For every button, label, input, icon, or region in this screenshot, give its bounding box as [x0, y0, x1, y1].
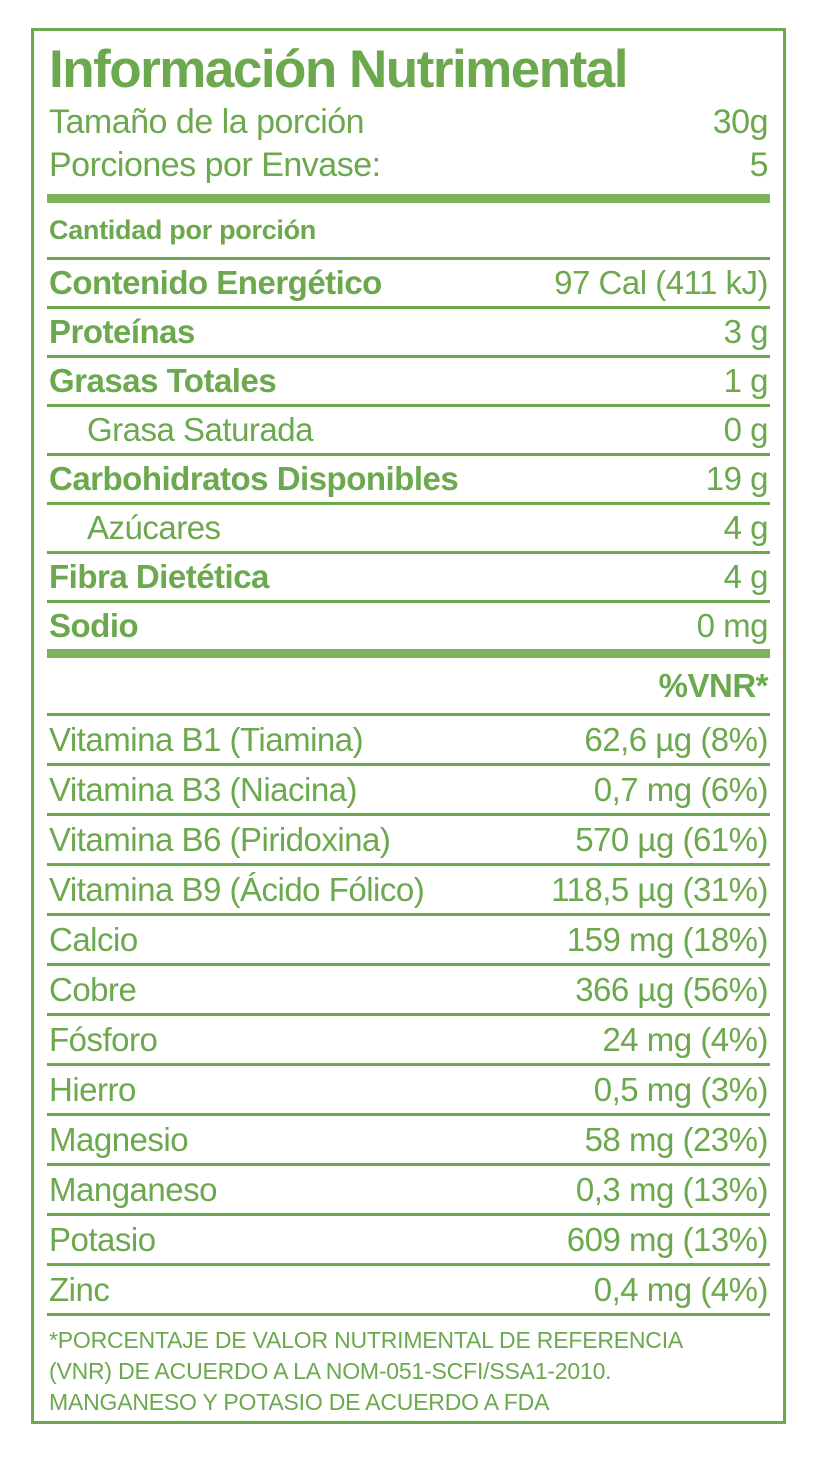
serving-size-value: 30g	[712, 103, 768, 141]
footnote-line: (VNR) DE ACUERDO A LA NOM-051-SCFI/SSA1-2010.	[49, 1358, 612, 1384]
nutrient-label: Sodio	[49, 607, 139, 644]
micronutrient-value: 118,5 µg (31%)	[551, 870, 768, 908]
servings-per-container-row	[47, 144, 770, 187]
micronutrient-value: 62,6 µg (8%)	[584, 720, 768, 758]
micronutrient-label: Potasio	[49, 1220, 156, 1258]
nutrient-label: Grasas Totales	[49, 362, 277, 399]
nutrient-label: Fibra Dietética	[49, 558, 269, 595]
footnote-line: MANGANESO Y POTASIO DE ACUERDO A FDA	[49, 1389, 550, 1415]
micronutrient-value: 0,5 mg (3%)	[593, 1070, 768, 1108]
nutrient-value: 4 g	[723, 558, 768, 595]
section-divider-bar	[47, 194, 770, 203]
micronutrient-row-phosphorus	[47, 1013, 770, 1063]
micronutrient-value: 0,4 mg (4%)	[593, 1270, 768, 1308]
amount-per-serving-header: Cantidad por porción	[49, 214, 316, 245]
nutrient-value: 0 mg	[696, 607, 768, 644]
servings-per-container-value: 5	[749, 146, 768, 184]
main-nutrients-table	[47, 257, 770, 649]
micronutrient-value: 58 mg (23%)	[584, 1120, 768, 1158]
micronutrient-row-vitamin-b1	[47, 713, 770, 763]
footnote-line: *PORCENTAJE DE VALOR NUTRIMENTAL DE REFERENCIA	[49, 1327, 684, 1353]
servings-per-container-label: Porciones por Envase:	[49, 146, 381, 184]
vnr-footnote	[47, 1313, 770, 1418]
micronutrient-label: Calcio	[49, 920, 138, 958]
micronutrient-row-copper	[47, 963, 770, 1013]
nutrient-label: Azúcares	[87, 509, 221, 546]
micronutrient-value: 159 mg (18%)	[566, 920, 768, 958]
micronutrient-row-vitamin-b3	[47, 763, 770, 813]
nutrient-label: Contenido Energético	[49, 264, 382, 301]
serving-size-row	[47, 101, 770, 144]
micronutrient-value: 0,3 mg (13%)	[575, 1170, 768, 1208]
nutrient-value: 0 g	[723, 411, 768, 448]
nutrient-value: 19 g	[705, 460, 768, 497]
micronutrient-row-potassium	[47, 1213, 770, 1263]
nutrient-value: 4 g	[723, 509, 768, 546]
micronutrient-value: 0,7 mg (6%)	[593, 770, 768, 808]
nutrient-row-carbohydrates	[47, 453, 770, 502]
nutrient-row-saturated-fat	[47, 404, 770, 453]
nutrient-value: 3 g	[723, 313, 768, 350]
nutrient-row-total-fat	[47, 355, 770, 404]
micronutrient-label: Cobre	[49, 970, 137, 1008]
micronutrient-value: 24 mg (4%)	[602, 1020, 768, 1058]
micronutrient-label: Vitamina B3 (Niacina)	[49, 770, 358, 808]
micronutrient-label: Zinc	[49, 1270, 110, 1308]
label-title: Información Nutrimental	[49, 40, 628, 99]
nutrient-label: Grasa Saturada	[87, 411, 313, 448]
micronutrient-row-manganese	[47, 1163, 770, 1213]
micronutrient-label: Fósforo	[49, 1020, 158, 1058]
nutrition-facts-label	[31, 28, 786, 1424]
micronutrient-label: Hierro	[49, 1070, 136, 1108]
micronutrient-label: Vitamina B1 (Tiamina)	[49, 720, 364, 758]
section-divider-bar	[47, 649, 770, 658]
micronutrient-row-magnesium	[47, 1113, 770, 1163]
micronutrient-value: 366 µg (56%)	[575, 970, 768, 1008]
micronutrients-table	[47, 713, 770, 1313]
micronutrient-label: Manganeso	[49, 1170, 217, 1208]
nutrient-value: 97 Cal (411 kJ)	[554, 264, 768, 301]
nutrient-row-fiber	[47, 551, 770, 600]
serving-size-label: Tamaño de la porción	[49, 103, 365, 141]
nutrient-value: 1 g	[723, 362, 768, 399]
nutrient-row-protein	[47, 306, 770, 355]
micronutrient-label: Vitamina B9 (Ácido Fólico)	[49, 870, 425, 908]
micronutrient-row-vitamin-b6	[47, 813, 770, 863]
nutrient-label: Proteínas	[49, 313, 195, 350]
nutrient-label: Carbohidratos Disponibles	[49, 460, 459, 497]
nutrient-row-sodium	[47, 600, 770, 649]
micronutrient-label: Magnesio	[49, 1120, 189, 1158]
micronutrient-value: 609 mg (13%)	[566, 1220, 768, 1258]
vnr-column-header: %VNR*	[658, 666, 768, 704]
nutrient-row-sugars	[47, 502, 770, 551]
micronutrient-row-calcium	[47, 913, 770, 963]
micronutrient-value: 570 µg (61%)	[575, 820, 768, 858]
micronutrient-row-iron	[47, 1063, 770, 1113]
micronutrient-row-zinc	[47, 1263, 770, 1313]
nutrient-row-energy	[47, 257, 770, 306]
micronutrient-row-vitamin-b9	[47, 863, 770, 913]
micronutrient-label: Vitamina B6 (Piridoxina)	[49, 820, 391, 858]
